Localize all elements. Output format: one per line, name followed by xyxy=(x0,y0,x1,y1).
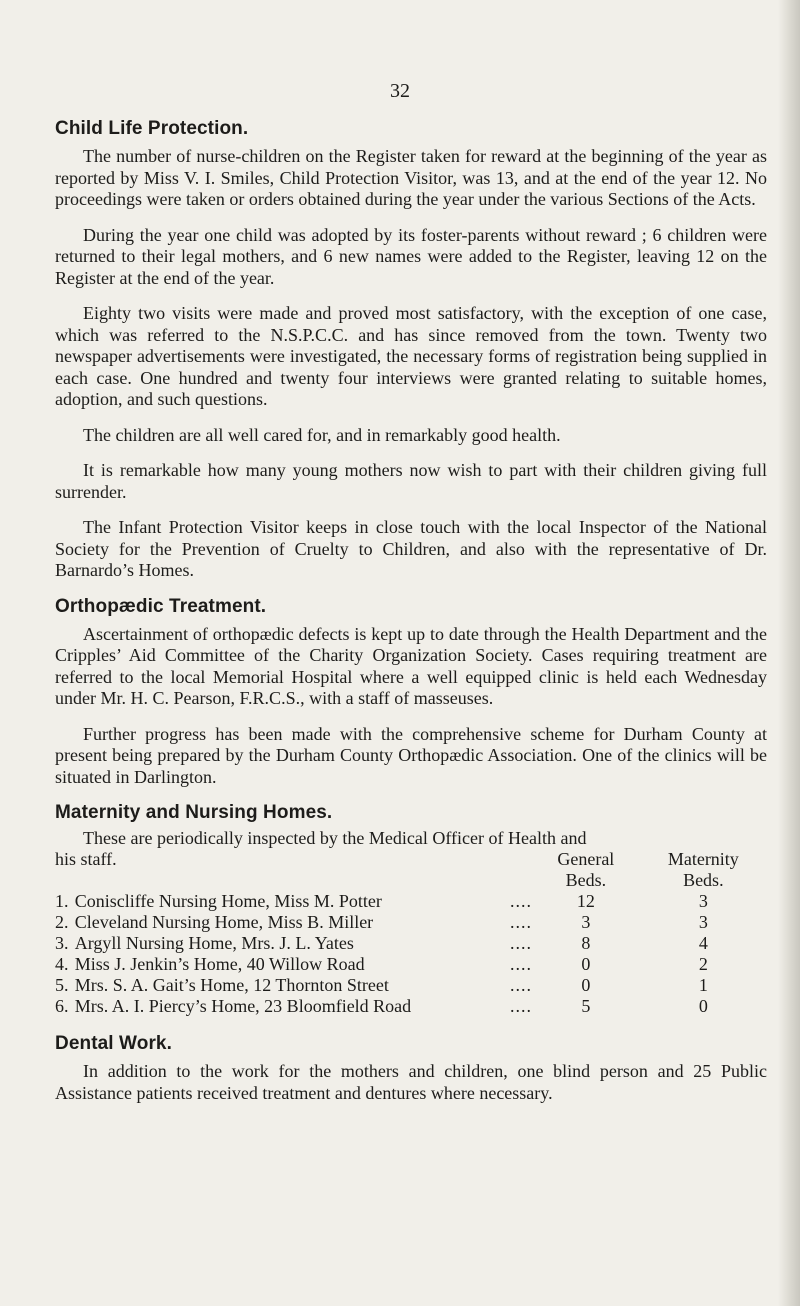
general-beds: 0 xyxy=(581,954,591,974)
leader-dots: .... xyxy=(510,891,533,911)
leader-dots: .... xyxy=(510,996,533,1016)
paragraph: The children are all well cared for, and in remarkably good health. xyxy=(83,424,561,445)
home-name: Mrs. S. A. Gait’s Home, 12 Thornton Street xyxy=(74,975,389,995)
home-name: Argyll Nursing Home, Mrs. J. L. Yates xyxy=(74,933,354,953)
document-body xyxy=(55,118,767,1118)
paragraph: It is remarkable how many young mothers now wish to part with their children giving full surrender. xyxy=(55,460,767,502)
leader-dots: .... xyxy=(510,954,533,974)
nursing-homes-table xyxy=(55,828,767,1017)
home-name: Cleveland Nursing Home, Miss B. Miller xyxy=(74,912,374,932)
table-row xyxy=(55,954,767,975)
table-header-row xyxy=(55,849,767,870)
section-dental-work xyxy=(55,1033,767,1104)
paragraph: In addition to the work for the mothers and children, one blind person and 25 Public Assistance patients received treatment and dentures where necessary. xyxy=(55,1061,767,1103)
column-header-maternity-beds: Beds. xyxy=(683,870,724,890)
heading-dental-work: Dental Work. xyxy=(55,1033,172,1054)
table-row xyxy=(55,891,767,912)
paragraph: The number of nurse-children on the Register taken for reward at the beginning of the year as reported by Miss V. I. Smiles, Child Protection Visitor, was 13, and at the end of the year 12. No proceedings were taken or orders obtained during the year under the various Sections of the Acts. xyxy=(55,146,767,209)
heading-child-life-protection: Child Life Protection. xyxy=(55,118,249,139)
maternity-beds: 0 xyxy=(698,996,708,1016)
row-number: 2. xyxy=(55,912,69,932)
table-row xyxy=(55,975,767,996)
general-beds: 8 xyxy=(581,933,591,953)
page-edge-shadow xyxy=(778,0,800,1306)
heading-maternity-nursing-homes: Maternity and Nursing Homes. xyxy=(55,802,333,823)
maternity-beds: 1 xyxy=(698,975,708,995)
maternity-beds: 3 xyxy=(698,912,708,932)
paragraph: Ascertainment of orthopædic defects is kept up to date through the Health Department and the Cripples’ Aid Committee of the Charity Organization Society. Cases requiring treatment are referred to the local Memorial Hospital where a well equipped clinic is held each Wednesday under Mr. H. C. Pearson, F.R.C.S., with a staff of masseuses. xyxy=(55,623,767,708)
table-row xyxy=(55,912,767,933)
row-number: 4. xyxy=(55,954,69,974)
table-intro-row xyxy=(55,828,767,849)
paragraph: During the year one child was adopted by its foster-parents without reward ; 6 children were returned to their legal mothers, and 6 new names were added to the Register, leaving 12 on the Register at the end of the year. xyxy=(55,224,767,288)
intro-text: These are periodically inspected by the Medical Officer of Health and xyxy=(83,828,587,848)
paragraph: The Infant Protection Visitor keeps in close touch with the local Inspector of the National Society for the Prevention of Cruelty to Children, and also with the representative of Dr. Barnardo’s Homes. xyxy=(55,517,767,580)
general-beds: 5 xyxy=(581,996,591,1016)
paragraph: Eighty two visits were made and proved most satisfactory, with the exception of one case, which was referred to the N.S.P.C.C. and has since removed from the town. Twenty two newspaper advertisements were investigated, the necessary forms of registration being supplied in each case. One hundred and twenty four interviews were granted relating to suitable homes, adoption, and such questions. xyxy=(55,303,767,409)
leader-dots: .... xyxy=(510,933,533,953)
leader-dots: .... xyxy=(510,912,533,932)
section-child-life-protection xyxy=(55,118,767,582)
table-header-row-2 xyxy=(55,870,767,891)
column-header-maternity: Maternity xyxy=(667,849,739,869)
general-beds: 12 xyxy=(576,891,595,911)
general-beds: 3 xyxy=(581,912,591,932)
table-row xyxy=(55,933,767,954)
general-beds: 0 xyxy=(581,975,591,995)
row-number: 6. xyxy=(55,996,69,1016)
heading-orthopaedic-treatment: Orthopædic Treatment. xyxy=(55,595,267,617)
row-number: 3. xyxy=(55,933,69,953)
column-header-general-beds: Beds. xyxy=(565,870,607,890)
leader-dots: .... xyxy=(510,975,533,995)
section-maternity-nursing-homes xyxy=(55,802,767,1017)
column-header-general: General xyxy=(557,849,615,869)
maternity-beds: 4 xyxy=(698,933,708,953)
page-number: 32 xyxy=(390,80,410,102)
intro-text-cont: his staff. xyxy=(55,849,117,869)
row-number: 1. xyxy=(55,891,69,911)
section-orthopaedic-treatment xyxy=(55,596,767,789)
home-name: Mrs. A. I. Piercy’s Home, 23 Bloomfield Road xyxy=(74,996,412,1016)
maternity-beds: 2 xyxy=(698,954,708,974)
table-row xyxy=(55,996,767,1017)
maternity-beds: 3 xyxy=(698,891,708,911)
home-name: Coniscliffe Nursing Home, Miss M. Potter xyxy=(74,891,382,911)
row-number: 5. xyxy=(55,975,69,995)
home-name: Miss J. Jenkin’s Home, 40 Willow Road xyxy=(74,954,365,974)
paragraph: Further progress has been made with the comprehensive scheme for Durham County at present being prepared by the Durham County Orthopædic Association. One of the clinics will be situated in Darlington. xyxy=(55,723,767,787)
